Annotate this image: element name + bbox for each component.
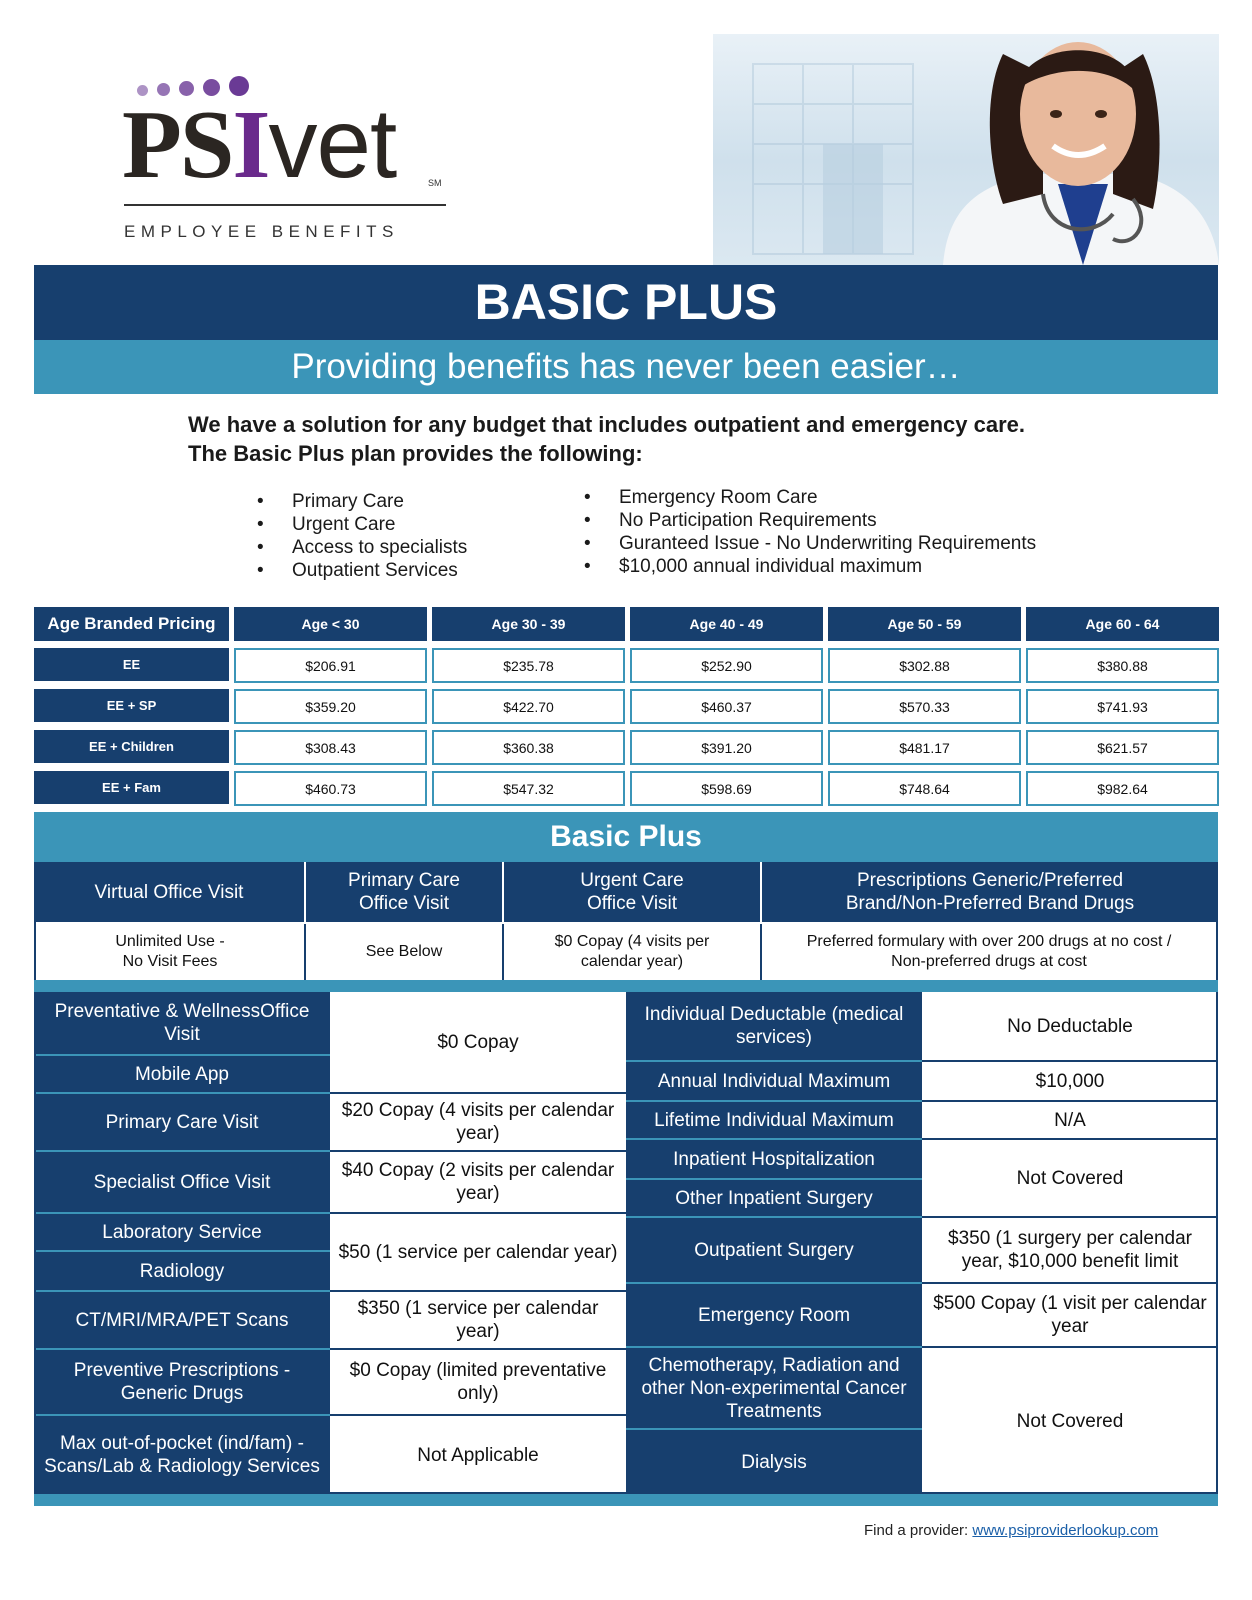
footer-label: Find a provider: (864, 1522, 973, 1539)
age-band-header: Age 50 - 59 (828, 607, 1021, 641)
price-cell: $547.32 (432, 771, 625, 806)
list-item: • Primary Care (257, 490, 467, 513)
benefit-value: $0 Copay (limited preventative only) (330, 1350, 626, 1414)
pricing-header: Age Branded Pricing (34, 607, 229, 641)
column-label: Virtual Office Visit (34, 862, 306, 922)
price-cell: $460.73 (234, 771, 427, 806)
benefit-label: Preventative & WellnessOffice Visit (34, 992, 330, 1054)
price-cell: $460.37 (630, 689, 823, 724)
price-cell: $235.78 (432, 648, 625, 683)
benefit-value: $350 (1 surgery per calendar year, $10,000 benefit limit (922, 1218, 1218, 1282)
price-cell: $380.88 (1026, 648, 1219, 683)
price-cell: $481.17 (828, 730, 1021, 765)
column-value: See Below (306, 924, 504, 980)
benefit-value: Not Covered (922, 1140, 1218, 1216)
price-cell: $598.69 (630, 771, 823, 806)
benefit-label: Max out-of-pocket (ind/fam) - Scans/Lab & Radiology Services (34, 1416, 330, 1494)
benefit-label: Chemotherapy, Radiation and other Non-experimental Cancer Treatments (626, 1348, 922, 1428)
tier-label: EE (34, 648, 229, 681)
column-label: Primary Care Office Visit (306, 862, 504, 922)
age-band-header: Age < 30 (234, 607, 427, 641)
benefit-label: Dialysis (626, 1430, 922, 1494)
benefit-value: $350 (1 service per calendar year) (330, 1292, 626, 1348)
benefit-label: CT/MRI/MRA/PET Scans (34, 1292, 330, 1348)
column-value: Preferred formulary with over 200 drugs at no cost / Non-preferred drugs at cost (762, 924, 1216, 980)
tier-label: EE + SP (34, 689, 229, 722)
benefit-value: Not Covered (922, 1348, 1218, 1494)
price-cell: $570.33 (828, 689, 1021, 724)
benefit-value: $10,000 (922, 1062, 1218, 1100)
benefit-value: $40 Copay (2 visits per calendar year) (330, 1152, 626, 1212)
benefit-value: No Deductable (922, 992, 1218, 1060)
benefit-label: Inpatient Hospitalization (626, 1140, 922, 1178)
doctor-photo (713, 34, 1219, 265)
benefit-label: Emergency Room (626, 1284, 922, 1346)
benefit-value: Not Applicable (330, 1416, 626, 1494)
benefit-label: Annual Individual Maximum (626, 1062, 922, 1100)
list-item: • Access to specialists (257, 536, 467, 559)
list-item: • No Participation Requirements (584, 509, 1036, 532)
benefit-value: N/A (922, 1102, 1218, 1138)
bottom-band (34, 1494, 1218, 1506)
benefit-label: Lifetime Individual Maximum (626, 1102, 922, 1138)
column-value: Unlimited Use - No Visit Fees (36, 924, 306, 980)
column-value: $0 Copay (4 visits per calendar year) (504, 924, 762, 980)
benefit-list-left (257, 490, 467, 582)
benefit-label: Preventive Prescriptions - Generic Drugs (34, 1350, 330, 1414)
price-cell: $206.91 (234, 648, 427, 683)
age-band-header: Age 40 - 49 (630, 607, 823, 641)
price-cell: $741.93 (1026, 689, 1219, 724)
column-label: Urgent Care Office Visit (504, 862, 762, 922)
benefit-label: Specialist Office Visit (34, 1152, 330, 1212)
tier-label: EE + Children (34, 730, 229, 763)
price-cell: $360.38 (432, 730, 625, 765)
logo-tagline: EMPLOYEE BENEFITS (124, 222, 399, 241)
benefit-value: $50 (1 service per calendar year) (330, 1214, 626, 1290)
benefit-value: $20 Copay (4 visits per calendar year) (330, 1094, 626, 1150)
age-band-header: Age 30 - 39 (432, 607, 625, 641)
benefit-label: Primary Care Visit (34, 1094, 330, 1150)
benefit-value: $0 Copay (330, 992, 626, 1092)
benefit-label: Other Inpatient Surgery (626, 1180, 922, 1216)
provider-lookup-link[interactable]: www.psiproviderlookup.com (972, 1522, 1159, 1539)
benefit-label: Outpatient Surgery (626, 1218, 922, 1282)
footer (864, 1522, 1158, 1539)
column-label: Prescriptions Generic/Preferred Brand/Non-Preferred Brand Drugs (762, 862, 1218, 922)
price-cell: $621.57 (1026, 730, 1219, 765)
list-item: • Emergency Room Care (584, 486, 1036, 509)
page-subtitle: Providing benefits has never been easier… (34, 340, 1218, 394)
list-item: • $10,000 annual individual maximum (584, 555, 1036, 578)
basic-plus-title: Basic Plus (34, 812, 1218, 862)
benefit-list-right (584, 486, 1036, 578)
price-cell: $252.90 (630, 648, 823, 683)
price-cell: $308.43 (234, 730, 427, 765)
benefit-value: $500 Copay (1 visit per calendar year (922, 1284, 1218, 1346)
list-item: • Outpatient Services (257, 559, 467, 582)
list-item: • Guranteed Issue - No Underwriting Requirements (584, 532, 1036, 555)
age-band-header: Age 60 - 64 (1026, 607, 1219, 641)
benefit-label: Mobile App (34, 1056, 330, 1092)
price-cell: $982.64 (1026, 771, 1219, 806)
price-cell: $422.70 (432, 689, 625, 724)
tier-label: EE + Fam (34, 771, 229, 804)
page-title: BASIC PLUS (34, 265, 1218, 340)
benefit-label: Laboratory Service (34, 1214, 330, 1250)
price-cell: $391.20 (630, 730, 823, 765)
service-mark: SM (428, 178, 442, 188)
logo-wordmark: PSIvet (122, 88, 397, 199)
logo-divider (124, 204, 446, 206)
section-separator (34, 980, 1218, 992)
list-item: • Urgent Care (257, 513, 467, 536)
benefit-label: Individual Deductable (medical services) (626, 992, 922, 1060)
price-cell: $359.20 (234, 689, 427, 724)
intro-text: We have a solution for any budget that includes outpatient and emergency care. The Basic Plus plan provides the following: (188, 412, 1025, 466)
price-cell: $748.64 (828, 771, 1021, 806)
benefit-label: Radiology (34, 1252, 330, 1290)
price-cell: $302.88 (828, 648, 1021, 683)
